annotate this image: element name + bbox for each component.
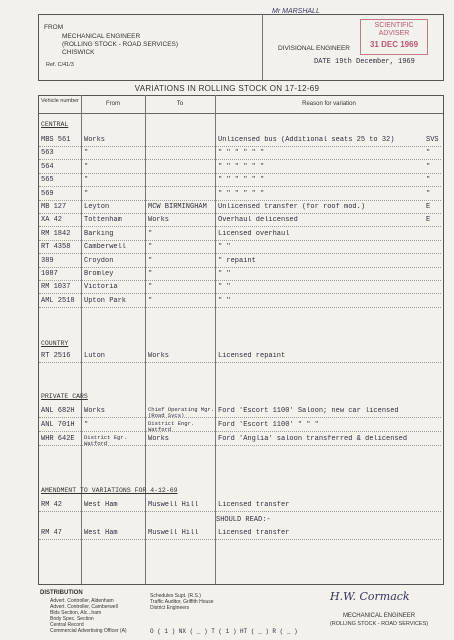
- memo-date: DATE 19th December, 1969: [314, 58, 415, 66]
- private-row-rule: [39, 431, 441, 432]
- amend-row-rule: [39, 511, 441, 512]
- central-row-from: ": [84, 162, 89, 171]
- central-row-vehicle-number: 564: [41, 162, 54, 171]
- section-country: COUNTRY: [41, 340, 69, 347]
- central-row-reason: " ": [218, 243, 231, 252]
- from-line-2: (ROLLING STOCK - ROAD SERVICES): [62, 41, 179, 48]
- private-row-from: Works: [84, 407, 106, 415]
- central-row-code: ": [426, 149, 431, 158]
- col-header-vehicle: Vehicle number: [41, 98, 79, 104]
- col-header-to: To: [176, 101, 184, 107]
- from-line-3: CHISWICK: [62, 49, 95, 56]
- from-label: FROM: [44, 24, 64, 31]
- distribution-label: DISTRIBUTION: [40, 590, 83, 596]
- central-row-from: ": [84, 189, 89, 198]
- central-row-to: ": [148, 256, 153, 265]
- central-row-vehicle-number: 565: [41, 176, 54, 185]
- central-row-rule: [39, 267, 441, 268]
- central-row-rule: [39, 213, 441, 214]
- central-row-to: Works: [148, 216, 170, 225]
- received-stamp: [360, 19, 428, 55]
- central-row-to: ": [148, 270, 153, 278]
- central-row-code: E: [426, 216, 431, 225]
- distribution-entry: District Engineers: [150, 605, 190, 611]
- central-row-from: Victoria: [84, 283, 118, 292]
- central-row-vehicle-number: 563: [41, 149, 54, 158]
- distribution-entry: Body Spec. Section: [50, 616, 94, 622]
- amend-row-to: Muswell Hill: [148, 501, 199, 509]
- central-row-rule: [39, 293, 441, 294]
- country-row-reason: Licensed repaint: [218, 352, 286, 360]
- central-row-reason: Unlicensed transfer (for roof mod.): [218, 203, 366, 211]
- central-row-reason: " " " " " ": [218, 189, 265, 198]
- central-row-vehicle-number: 389: [41, 256, 54, 265]
- central-row-to: ": [148, 243, 153, 252]
- amend-row-vehicle-number: RM 47: [41, 529, 63, 537]
- private-row-from: ": [84, 421, 89, 429]
- ref-number: Ref. C/41/3: [46, 62, 74, 68]
- amend-row-rule: [39, 539, 441, 540]
- stamp-title: SCIENTIFIC ADVISER: [374, 22, 414, 37]
- distribution-code-line: O ( 1 ) NX ( _ ) T ( 1 ) HT ( _ ) R ( _ ): [150, 628, 298, 635]
- central-row-vehicle-number: AML 2518: [41, 296, 75, 305]
- distribution-entry: Central Record: [50, 622, 84, 628]
- central-row-from: Leyton: [84, 203, 110, 211]
- private-row-rule: [39, 445, 441, 446]
- private-row-reason: Ford 'Escort 1100' " " ": [218, 421, 319, 429]
- central-row-from: Tottenham: [84, 216, 122, 225]
- central-row-rule: [39, 253, 441, 254]
- country-row-to: Works: [148, 352, 170, 360]
- central-row-from: ": [84, 149, 89, 158]
- private-row-to: District Engr. Watford: [148, 421, 195, 433]
- central-row-reason: Licensed overhaul: [218, 229, 290, 238]
- private-row-from: District Egr. Watford: [84, 435, 127, 447]
- col-header-from: From: [106, 101, 120, 107]
- distribution-entry: Traffic Auditor, Griffith House: [150, 599, 214, 605]
- central-row-code: ": [426, 176, 431, 185]
- central-row-reason: " " " " " ": [218, 162, 265, 171]
- amend-row-from: West Ham: [84, 501, 118, 509]
- signature-subtitle: (ROLLING STOCK - ROAD SERVICES): [329, 621, 429, 627]
- central-row-rule: [39, 200, 441, 201]
- section-central: CENTRAL: [41, 121, 69, 128]
- signature: H.W. Cormack: [330, 590, 410, 603]
- table-header-rule: [38, 113, 443, 114]
- to-label: DIVISIONAL ENGINEER: [278, 45, 350, 52]
- private-row-vehicle-number: ANL 701H: [41, 421, 75, 429]
- central-row-from: Barking: [84, 229, 114, 238]
- amend-row-reason: Licensed transfer: [218, 529, 290, 537]
- central-row-rule: [39, 307, 441, 308]
- central-row-vehicle-number: 1087: [41, 270, 58, 278]
- central-row-rule: [39, 226, 441, 227]
- central-row-reason: " repaint: [218, 256, 256, 265]
- central-row-rule: [39, 280, 441, 281]
- amend-row-reason: Licensed transfer: [218, 501, 290, 509]
- distribution-entry: Blds Section, Alc...ham: [50, 610, 102, 616]
- central-row-reason: " " " " " ": [218, 149, 265, 158]
- should-read-note: SHOULD READ:-: [216, 516, 271, 524]
- central-row-from: Bromley: [84, 270, 114, 278]
- central-row-rule: [39, 240, 441, 241]
- central-row-reason: Overhaul delicensed: [218, 216, 298, 225]
- central-row-reason: " " " " " ": [218, 176, 265, 185]
- central-row-rule: [39, 159, 441, 160]
- document-title: VARIATIONS IN ROLLING STOCK ON 17-12-69: [134, 84, 320, 93]
- amend-row-to: Muswell Hill: [148, 529, 199, 537]
- central-row-rule: [39, 173, 441, 174]
- central-row-from: ": [84, 176, 89, 185]
- central-row-vehicle-number: MB 127: [41, 203, 67, 211]
- private-row-to: Works: [148, 435, 170, 443]
- central-row-vehicle-number: MBS 561: [41, 136, 71, 144]
- central-row-vehicle-number: XA 42: [41, 216, 63, 225]
- private-row-vehicle-number: ANL 682H: [41, 407, 75, 415]
- central-row-code: SVS: [426, 136, 439, 144]
- central-row-from: Camberwell: [84, 243, 127, 252]
- distribution-entry: Advert. Controller, Aldenham: [50, 598, 114, 604]
- central-row-code: ": [426, 162, 431, 171]
- distribution-entry: Schedules Supt. (R.S.): [150, 593, 201, 599]
- private-row-vehicle-number: WHR 642E: [41, 435, 75, 443]
- country-row-vehicle-number: RT 2516: [41, 352, 71, 360]
- distribution-entry: Advert. Controller, Camberwell: [50, 604, 118, 610]
- private-row-to: Chief Operating Mgr. (Road Svcs): [148, 407, 215, 419]
- country-row-rule: [39, 362, 441, 363]
- central-row-vehicle-number: RM 1842: [41, 229, 71, 238]
- central-row-to: MCW BIRMINGHAM: [148, 203, 207, 211]
- section-amendment: AMENDMENT TO VARIATIONS FOR 4-12-69: [41, 487, 178, 494]
- central-row-vehicle-number: 569: [41, 189, 54, 198]
- from-line-1: MECHANICAL ENGINEER: [62, 33, 141, 40]
- private-row-reason: Ford 'Escort 1100' Saloon; new car licensed: [218, 407, 399, 415]
- header-divider: [262, 14, 263, 80]
- central-row-reason: " ": [218, 283, 231, 292]
- central-row-to: ": [148, 296, 153, 305]
- distribution-list-1: [50, 598, 127, 634]
- central-row-code: ": [426, 189, 431, 198]
- amend-row-from: West Ham: [84, 529, 118, 537]
- private-row-rule: [39, 417, 441, 418]
- central-row-vehicle-number: RM 1037: [41, 283, 71, 292]
- central-row-from: Works: [84, 136, 106, 144]
- central-row-from: Upton Park: [84, 296, 127, 305]
- central-row-reason: " ": [218, 270, 231, 278]
- central-row-code: E: [426, 203, 431, 211]
- stamp-date: 31 DEC 1969: [369, 40, 419, 49]
- central-row-vehicle-number: RT 4358: [41, 243, 71, 252]
- central-row-reason: Unlicensed bus (Additional seats 25 to 32): [218, 136, 395, 144]
- central-row-rule: [39, 186, 441, 187]
- handwritten-addressee: Mr MARSHALL: [272, 8, 320, 15]
- central-row-from: Croydon: [84, 256, 114, 265]
- central-row-to: ": [148, 283, 153, 292]
- distribution-entry: Commercial Advertising Officer (A): [50, 628, 127, 634]
- central-row-rule: [39, 146, 441, 147]
- central-row-reason: " ": [218, 296, 231, 305]
- signature-title: MECHANICAL ENGINEER: [342, 613, 416, 619]
- distribution-list-2: [150, 593, 214, 611]
- section-private-cars: PRIVATE CARS: [41, 393, 88, 400]
- central-row-to: ": [148, 229, 153, 238]
- private-row-reason: Ford 'Anglia' saloon transferred & delicensed: [218, 435, 408, 443]
- col-header-reason: Reason for variation: [302, 101, 356, 107]
- country-row-from: Luton: [84, 352, 106, 360]
- amend-row-vehicle-number: RM 42: [41, 501, 63, 509]
